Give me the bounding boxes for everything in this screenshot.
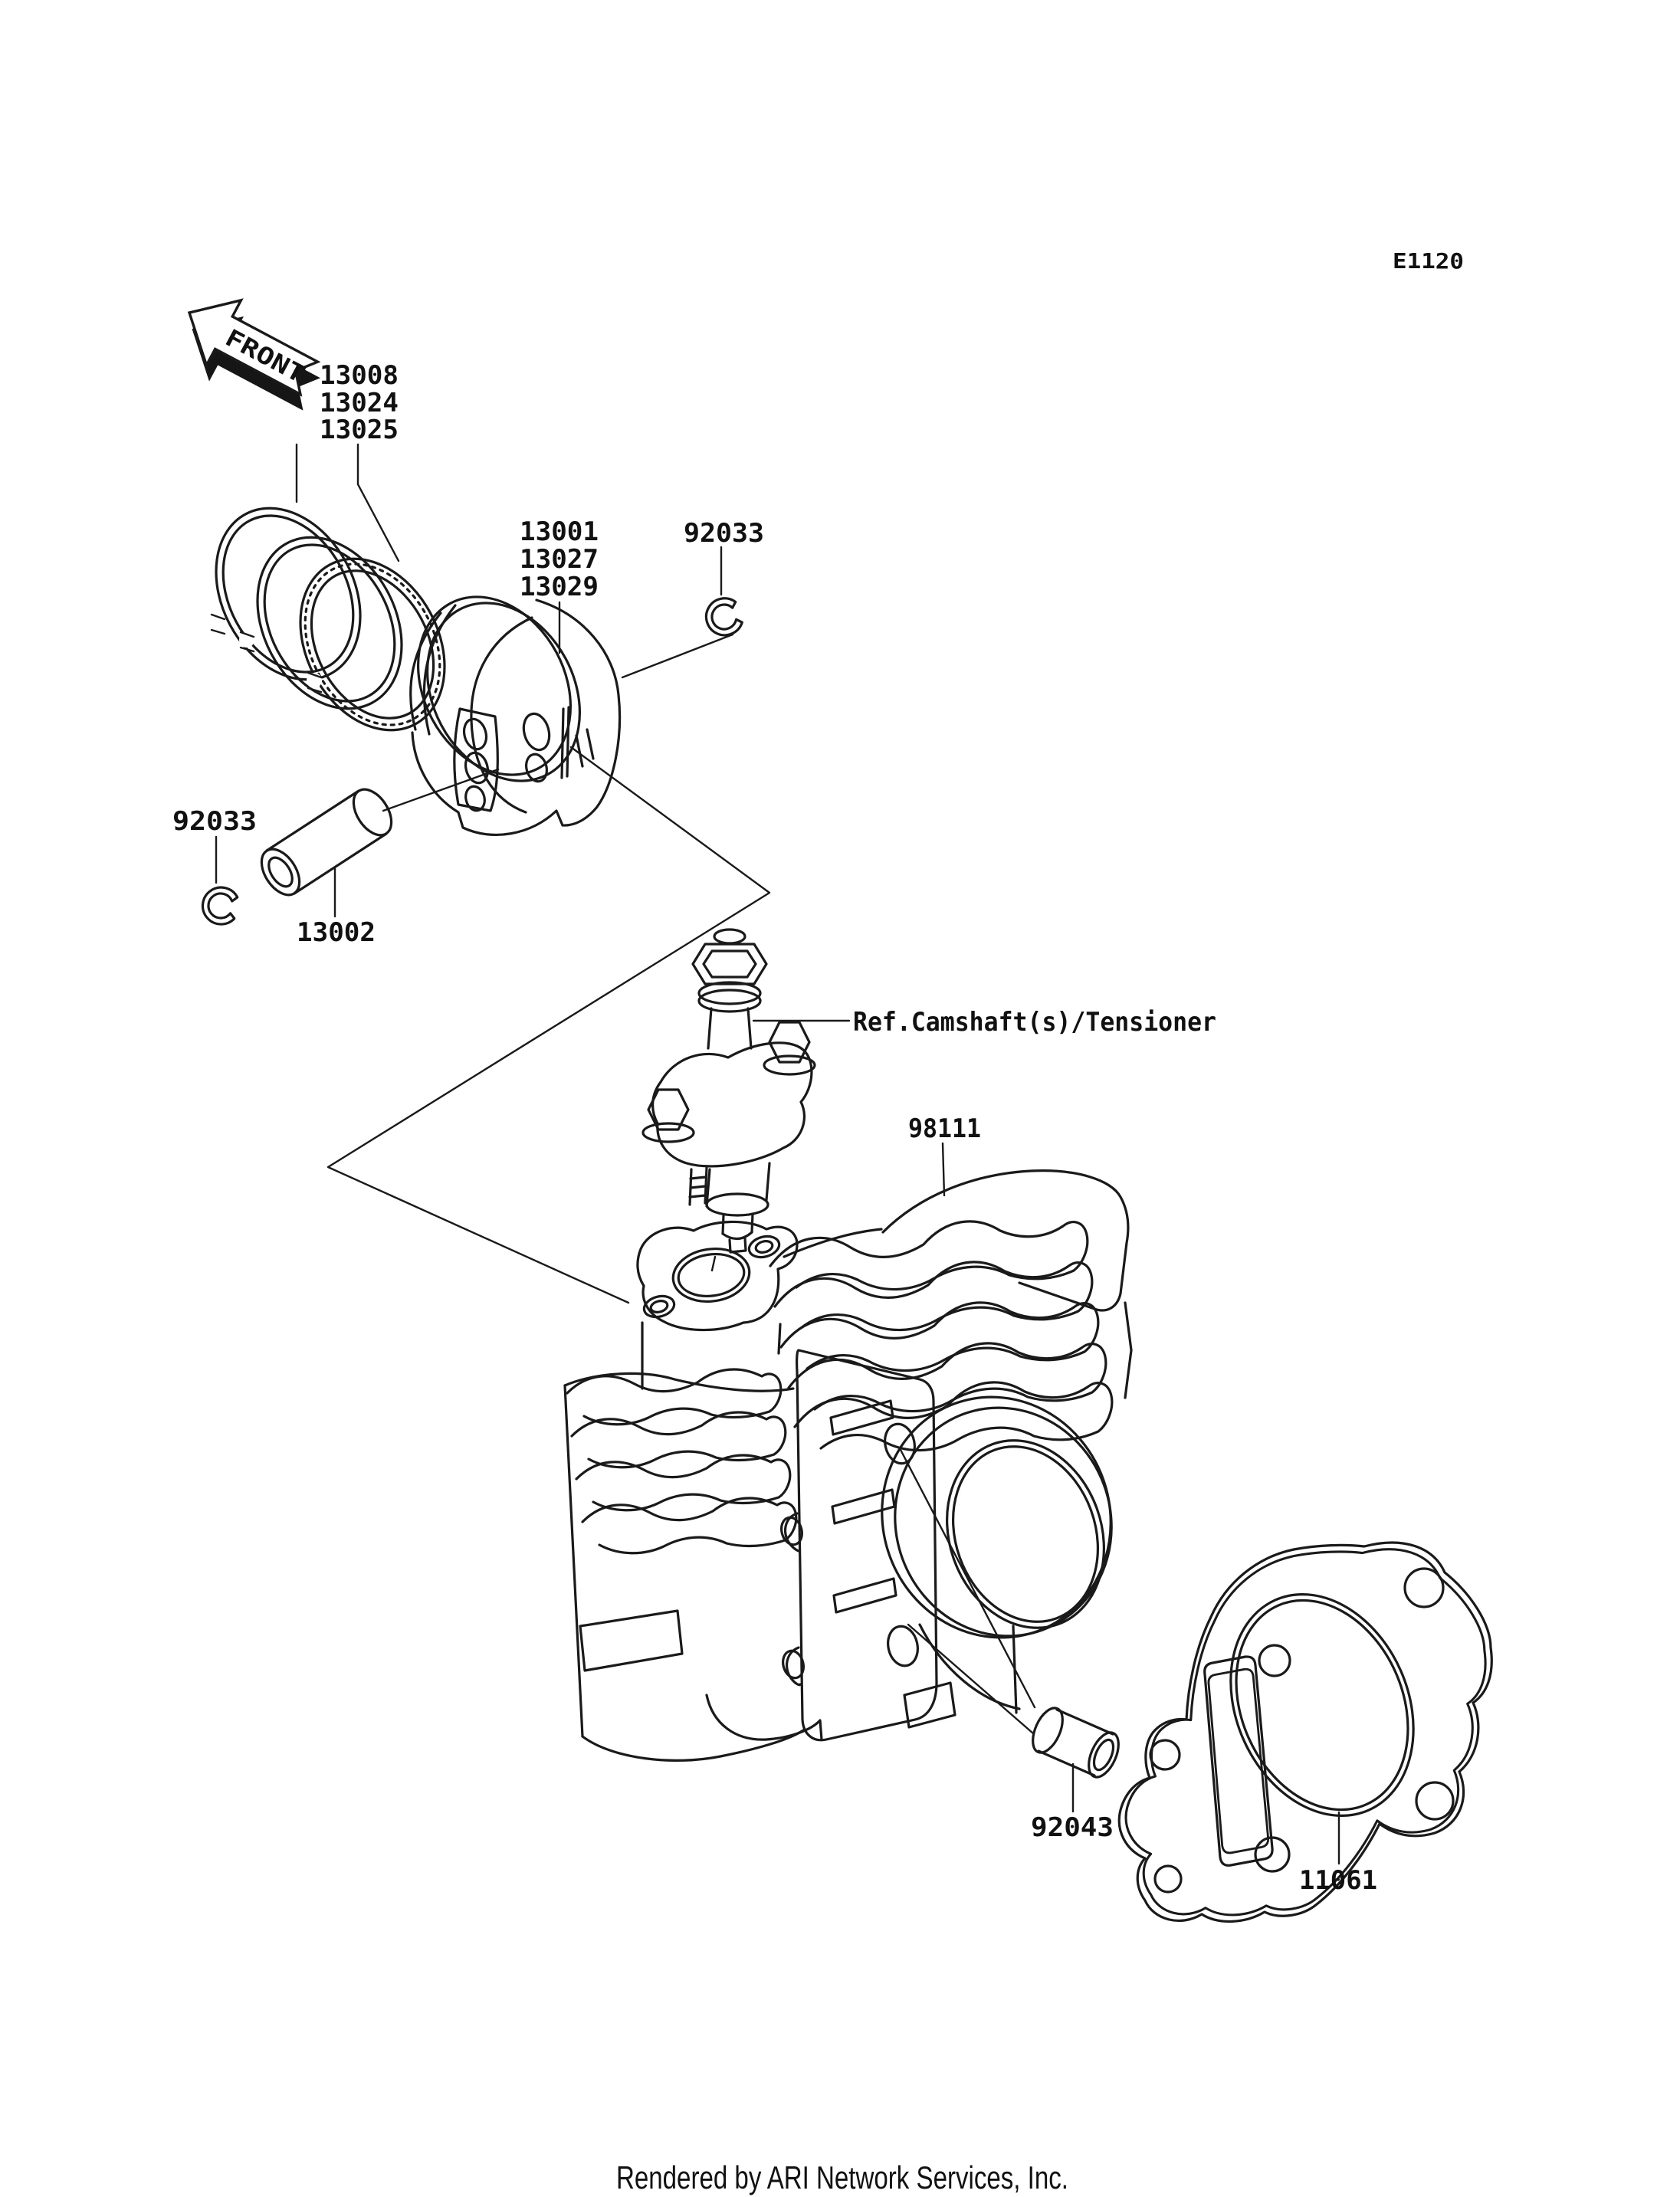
circlip-left-drawing — [200, 885, 238, 926]
piston-pin-drawing — [254, 782, 399, 901]
leader-lines — [216, 444, 1339, 1864]
front-arrow — [166, 281, 336, 426]
part-label-13027[interactable]: 13027 — [520, 544, 599, 575]
cam-tensioner-drawing — [643, 930, 815, 1252]
callout-labels — [172, 360, 1377, 1896]
part-label-13002[interactable]: 13002 — [297, 917, 376, 948]
part-label-13025[interactable]: 13025 — [320, 415, 399, 445]
part-label-13008[interactable]: 13008 — [320, 360, 399, 391]
cylinder-fins-right — [770, 1221, 1131, 1451]
footer-credit: Rendered by ARI Network Services, Inc. — [616, 2159, 1068, 2195]
part-label-13029[interactable]: 13029 — [520, 572, 599, 602]
cylinder-face — [779, 1350, 937, 1740]
front-arrow-label: FRONT — [220, 323, 297, 382]
circlip-top-drawing — [701, 595, 744, 640]
part-label-92043[interactable]: 92043 — [1031, 1812, 1114, 1843]
dowel-pin-drawing — [1027, 1703, 1124, 1782]
part-label-98111[interactable]: 98111 — [908, 1113, 981, 1144]
part-label-13024[interactable]: 13024 — [320, 388, 399, 418]
cylinder-bore — [848, 1365, 1144, 1727]
part-label-13001[interactable]: 13001 — [520, 516, 599, 547]
diagram-code: E1120 — [1393, 248, 1464, 274]
ref-camshaft-label[interactable]: Ref.Camshaft(s)/Tensioner — [853, 1007, 1216, 1038]
cylinder-fins-left — [565, 1369, 803, 1760]
part-label-92033-upper[interactable]: 92033 — [684, 518, 764, 549]
cylinder-drawing — [565, 1171, 1144, 1761]
part-label-92033-lower[interactable]: 92033 — [172, 806, 257, 837]
part-label-11061[interactable]: 11061 — [1299, 1865, 1377, 1896]
